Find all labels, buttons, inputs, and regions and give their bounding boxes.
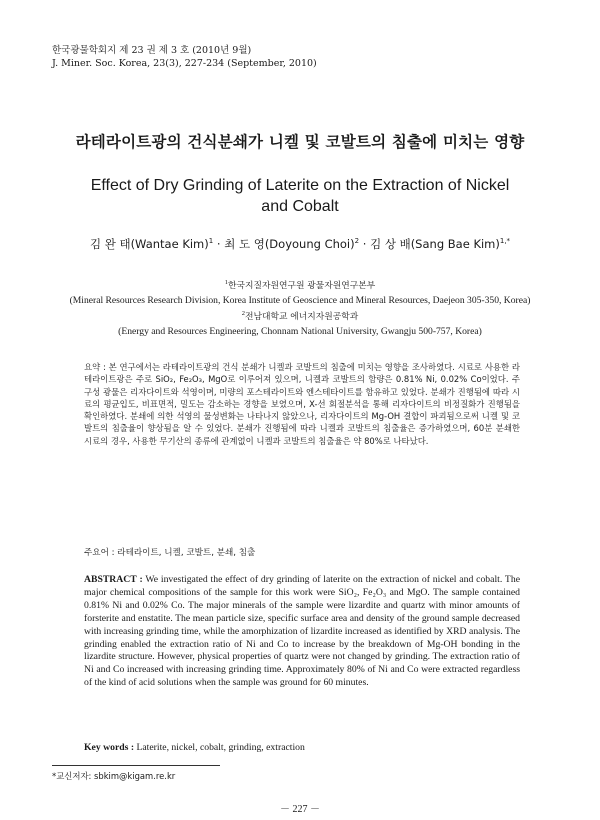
abstract-en-label: ABSTRACT : — [84, 574, 143, 585]
affiliation-sup: 1 — [224, 279, 228, 286]
author-sup: 1 — [208, 237, 214, 246]
abstract-english — [84, 574, 520, 690]
author-sup: 2 — [354, 237, 360, 246]
keywords-english — [84, 742, 520, 753]
author-separator: · — [359, 237, 371, 251]
keywords-en-text: Laterite, nickel, cobalt, grinding, extraction — [136, 742, 305, 753]
keywords-en-label: Key words : — [84, 742, 135, 753]
corresponding-author-footnote: *교신저자: sbkim@kigam.re.kr — [52, 771, 176, 781]
abstract-en-text: We investigated the effect of dry grinding of laterite on the extraction of nickel and cobalt. The major chemical compositions of the sample for this work were SiO₂, Fe₂O₃ and MgO. The sample contained 0.81% Ni and 0.02% Co. The major minerals of the sample were lizardite and quartz with minor amounts of forsterite and enstatite. The mean particle size, specific surface area and density of the ground sample decreased with increasing grinding time, while the amorphization of lizardite increased as identified by XRD analysis. The grinding enabled the extraction ratio of Ni and Co to increase by the breakdown of Mg-OH bonding in the lizardite structure. However, physical properties of quartz were not changed by grinding. The extraction ratio of Ni and Co increased with increasing grinding time. Approximately 80% of Ni and Co were extracted regardless of the kind of acid solutions when the sample was ground for 60 minutes. — [84, 574, 520, 689]
footnote-divider — [52, 765, 220, 766]
journal-header — [52, 44, 317, 70]
journal-header-kr: 한국광물학회지 제 23 권 제 3 호 (2010년 9월) — [52, 45, 252, 56]
page-number: － 227 － — [280, 804, 320, 815]
title-korean: 라테라이트광의 건식분쇄가 니켈 및 코발트의 침출에 미치는 영향 — [75, 133, 525, 151]
journal-header-en: J. Miner. Soc. Korea, 23(3), 227-234 (September, 2010) — [52, 58, 317, 69]
affiliation-sup: 2 — [241, 310, 245, 318]
author-list — [0, 236, 600, 252]
author-name: 김 상 배(Sang Bae Kim) — [370, 237, 500, 251]
keywords-korean — [84, 546, 520, 558]
affiliation-en: (Mineral Resources Research Division, Korea Institute of Geoscience and Mineral Resources, Daejeon 305-350, Korea) — [69, 294, 531, 306]
affiliation-kr: 한국지질자원연구원 광물자원연구본부 — [227, 281, 376, 292]
keywords-kr-label: 주요어 : — [84, 548, 115, 558]
affiliation-kr: 전남대학교 에너지자원공학과 — [244, 312, 359, 323]
author-name: 최 도 영(Doyoung Choi) — [224, 237, 355, 251]
title-english: Effect of Dry Grinding of Laterite on the Extraction of Nickel and Cobalt — [90, 177, 510, 215]
author-separator: · — [213, 237, 225, 251]
abstract-korean — [84, 361, 520, 447]
author-name: 김 완 태(Wantae Kim) — [89, 237, 209, 251]
author-sup: 1,* — [499, 237, 511, 246]
abstract-kr-text: 본 연구에서는 라테라이트광의 건식 분쇄가 니켈과 코발트의 침출에 미치는 영향을 조사하였다. 시료로 사용한 라테라이트광은 주로 SiO₂, Fe₂O₃, MgO로 이루어져 있으며, 니켈과 코발트의 함량은 0.81% Ni, 0.02% Co이었다. 주 구성 광물은 리자다이트와 석영이며, 미량의 포스테라이트와 엔스테타이트를 함유하고 있었다. 분쇄가 진행됨에 따라 시료의 평균입도, 비표면적, 밀도는 감소하는 경향을 보였으며, X-선 회절분석을 통해 리자다이트의 비정질화가 진행됨을 확인하였다. 분쇄에 의한 석영의 물성변화는 나타나지 않았으나, 리자다이트의 Mg-OH 결합이 파괴됨으로써 니켈 및 코발트의 침출율이 향상됨을 알 수 있었다. 분쇄가 진행됨에 따라 니켈과 코발트의 침출율은 증가하였으며, 60분 분쇄한 시료의 경우, 사용한 무기산의 종류에 관계없이 니켈과 코발트의 침출율은 약 80%로 나타났다. — [84, 362, 520, 446]
affiliations — [0, 276, 600, 338]
keywords-kr-text: 라테라이트, 니켈, 코발트, 분쇄, 침출 — [117, 548, 256, 558]
affiliation-en: (Energy and Resources Engineering, Chonnam National University, Gwangju 500-757, Korea) — [118, 325, 482, 337]
abstract-kr-label: 요약 : — [84, 362, 106, 372]
